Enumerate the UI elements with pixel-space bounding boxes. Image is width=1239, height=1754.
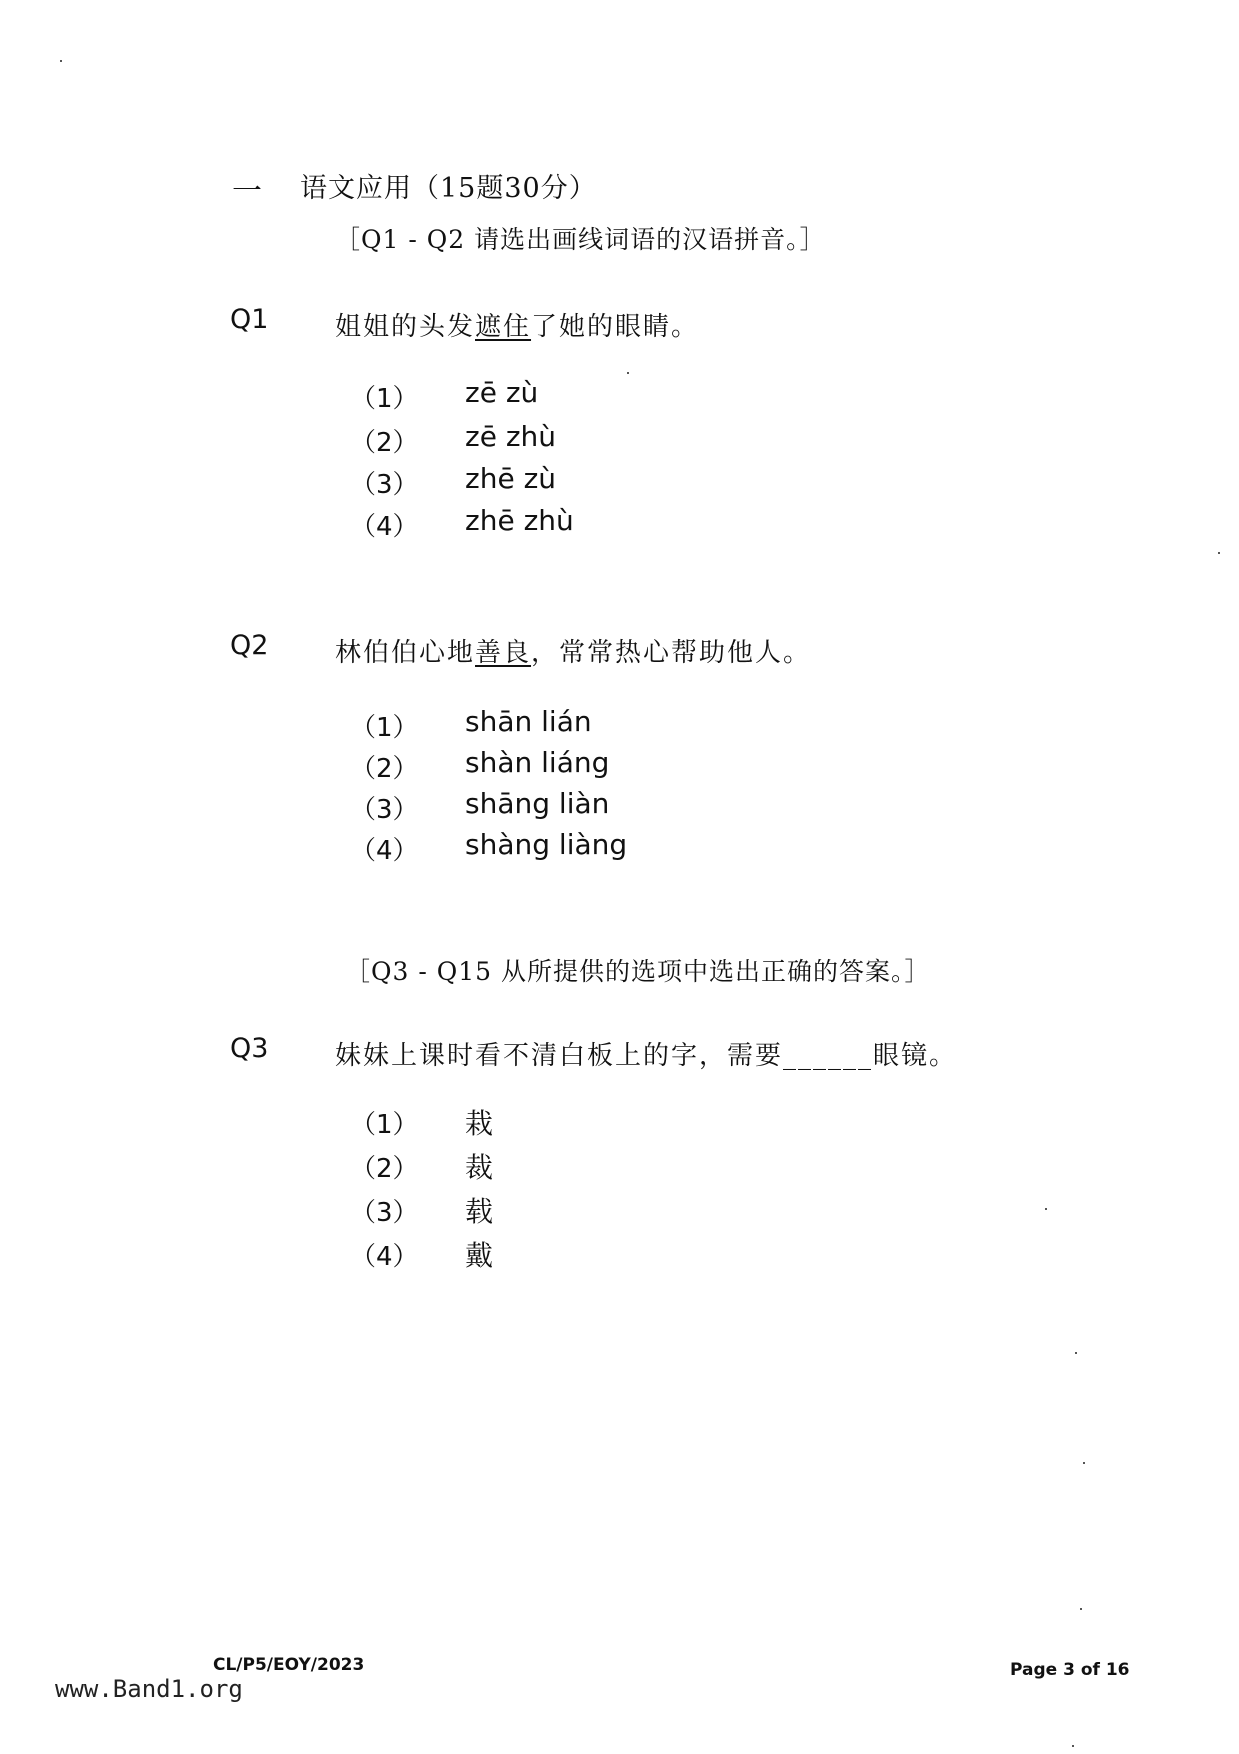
watermark: www.Band1.org [55,1675,243,1703]
option-text: 载 [465,1195,494,1228]
scan-speck [1218,552,1220,554]
section-number: 一 [232,174,262,209]
option-text: shàng liàng [465,828,628,861]
option-text: zhē zù [465,462,557,495]
option-text: 裁 [465,1151,494,1184]
option-number: （4） [350,512,419,542]
question-text-before: 姐姐的头发 [335,312,476,342]
scan-speck [1072,1745,1074,1747]
question-text-before: 林伯伯心地 [335,638,476,668]
option-text: zhē zhù [465,504,574,537]
question-number-q2: Q2 [230,630,269,661]
section-title: 语文应用（15题30分） [300,173,597,204]
question-text-q3: 妹妹上课时看不清白板上的字，需要______眼镜。 [335,1041,958,1071]
option-number: （1） [350,713,419,743]
option-text: shān lián [465,705,592,738]
scan-speck [1075,1352,1077,1354]
page-number: Page 3 of 16 [1010,1660,1130,1680]
instruction-q3-q15: ［Q3 - Q15 从所提供的选项中选出正确的答案。］ [345,957,931,986]
option-text: shāng liàn [465,787,610,820]
option-number: （1） [350,384,419,414]
question-number-q1: Q1 [230,304,269,335]
option-number: （1） [350,1110,419,1140]
option-number: （4） [350,836,419,866]
option-text: zē zhù [465,420,557,453]
option-number: （3） [350,470,419,500]
option-text: 戴 [465,1239,494,1272]
option-number: （2） [350,754,419,784]
option-number: （2） [350,428,419,458]
question-text-q1 [335,306,699,343]
question-number-q3: Q3 [230,1033,269,1064]
option-number: （4） [350,1242,419,1272]
option-text: shàn liáng [465,746,610,779]
scan-speck [1080,1608,1082,1610]
underlined-word: 遮住 [475,312,532,342]
option-number: （3） [350,795,419,825]
scan-speck [627,372,629,374]
question-text-after: ，常常热心帮助他人。 [531,638,812,668]
scan-speck [1045,1208,1047,1210]
underlined-word: 善良 [475,638,532,668]
scan-speck [1083,1462,1085,1464]
option-text: 栽 [465,1107,494,1140]
option-number: （2） [350,1154,419,1184]
scan-speck [60,60,62,62]
instruction-q1-q2: ［Q1 - Q2 请选出画线词语的汉语拼音。］ [335,225,826,254]
document-code: CL/P5/EOY/2023 [213,1655,365,1675]
question-text-after: 了她的眼睛。 [531,312,700,342]
question-text-q2 [335,632,811,669]
option-text: zē zù [465,376,539,409]
option-number: （3） [350,1198,419,1228]
